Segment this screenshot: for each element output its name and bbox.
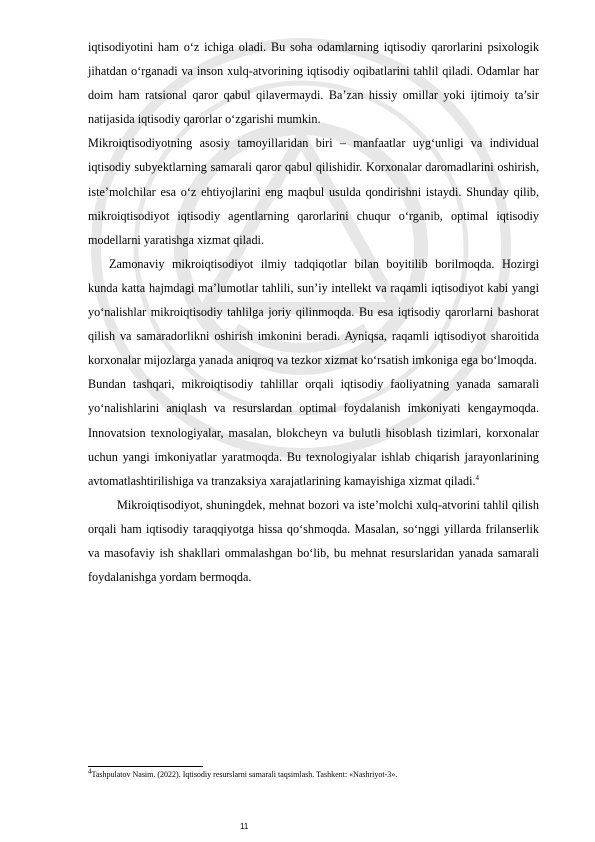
paragraph: iqtisodiyotini ham o‘z ichiga oladi. Bu soha odamlarning iqtisodiy qarorlarini psixologik jihatdan o‘rganadi va inson xulq-atvorining iqtisodiy oqibatlarini tahlil qiladi. Odamlar har doim ham ratsional qaror qabul qilavermaydi. Ba’zan hissiy omillar yoki ijtimoiy ta’sir natijasida iqtisodiy qarorlar o‘zgarishi mumkin.	[88, 40, 539, 127]
footnote-reference[interactable]: 4	[475, 473, 480, 482]
paragraph-text: Bundan tashqari, mikroiqtisodiy tahlillar orqali iqtisodiy faoliyatning yanada samarali yo‘nalishlarini aniqlash va resurslardan optimal foydalanish imkoniyati kengaymoqda. Innovatsion texnologiyalar, masalan, blokcheyn va bulutli hisoblash tizimlari, korxonalar uchun yangi imkoniyatlar yaratmoqda. Bu texnologiyalar ishlab chiqarish jarayonlarining avtomatlashtirilishiga va tranzaksiya xarajatlarining kamayishiga xizmat qiladi.	[88, 377, 539, 488]
body-text	[88, 35, 539, 589]
paragraph-with-footnote	[88, 372, 539, 492]
footnote-text: Tashpulatov Nasim. (2022). Iqtisodiy resurslarni samarali taqsimlash. Tashkent: «Nashriyot-3».	[91, 770, 398, 779]
paragraph: Zamonaviy mikroiqtisodiyot ilmiy tadqiqotlar bilan boyitilib borilmoqda. Hozirgi kunda katta hajmdagi ma’lumotlar tahlili, sun’iy intellekt va raqamli iqtisodiyot kabi yangi yo‘nalishlar mikroiqtisodiy tahlilga joriy qilinmoqda. Bu esa iqtisodiy qarorlarni bashorat qilish va samaradorlikni oshirish imkonini beradi. Ayniqsa, raqamli iqtisodiyot sharoitida korxonalar mijozlarga yanada aniqroq va tezkor xizmat ko‘rsatish imkoniga ega bo‘lmoqda.	[88, 256, 539, 368]
paragraph: Mikroiqtisodiyot, shuningdek, mehnat bozori va iste’molchi xulq-atvorini tahlil qilish orqali ham iqtisodiy taraqqiyotga hissa qo‘shmoqda. Masalan, so‘nggi yillarda frilanserlik va masofaviy ish shakllari ommalashgan bo‘lib, bu mehnat resurslaridan yanada samarali foydalanishga yordam bermoqda.	[88, 497, 539, 585]
footnote-marker: 4	[88, 767, 92, 776]
paragraph: Mikroiqtisodiyotning asosiy tamoyillaridan biri – manfaatlar uyg‘unligi va individual iqtisodiy subyektlarning samarali qaror qabul qilishidir. Korxonalar daromadlarini oshirish, iste’molchilar esa o‘z ehtiyojlarini eng maqbul usulda qondirishni istaydi. Shunday qilib, mikroiqtisodiyot iqtisodiy agentlarning qarorlarini chuqur o‘rganib, optimal iqtisodiy modellarni yaratishga xizmat qiladi.	[88, 136, 539, 247]
footnote	[88, 769, 539, 781]
page-number: 11	[240, 822, 249, 831]
footnote-separator	[88, 766, 203, 767]
